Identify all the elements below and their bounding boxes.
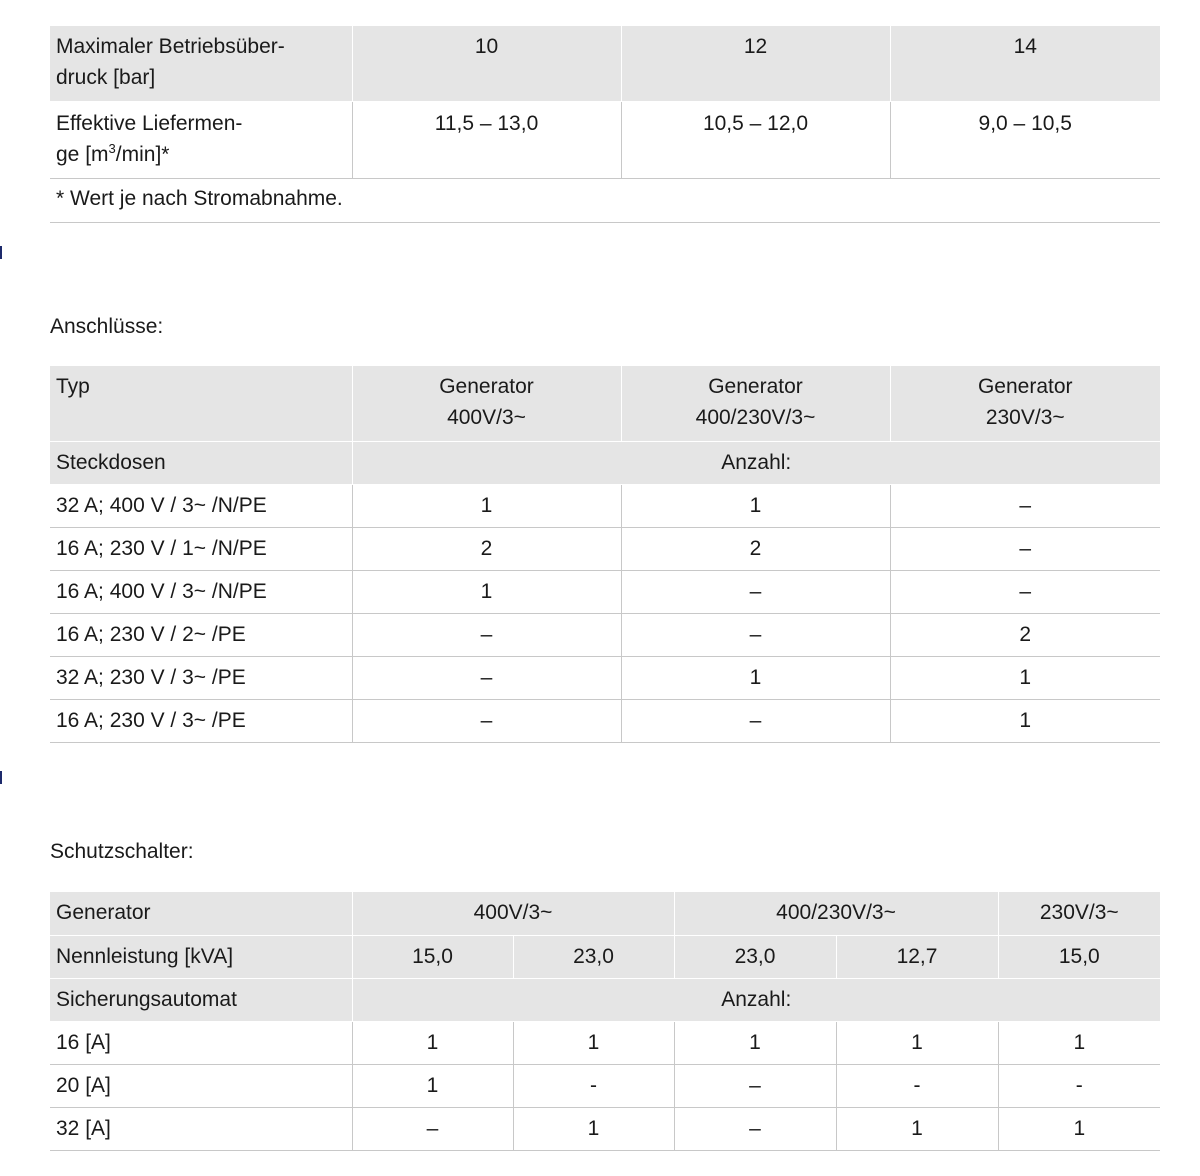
anschluesse-table [50,366,1160,743]
generator-header-cell: Generator 400V/3~ [352,366,621,442]
table-row [50,700,1160,743]
nennleistung-value: 15,0 [352,935,513,978]
row-value: 2 [890,614,1160,657]
row-label: 32 [A] [50,1107,352,1150]
anschluesse-heading: Anschlüsse: [50,315,164,338]
nennleistung-value: 12,7 [836,935,998,978]
table-row [50,657,1160,700]
row-label: 16 A; 230 V / 3~ /PE [50,700,352,743]
delivery-value-cell: 9,0 – 10,5 [890,102,1160,179]
row-value: - [998,1064,1160,1107]
delivery-value-cell: 11,5 – 13,0 [352,102,621,179]
footnote-row [50,179,1160,223]
footnote: * Wert je nach Stromabnahme. [50,179,1160,223]
row-value: 1 [890,700,1160,743]
row-value: 1 [621,657,890,700]
row-value: - [513,1064,674,1107]
pressure-table [50,26,1160,223]
pressure-value-cell: 14 [890,26,1160,102]
delivery-value-cell: 10,5 – 12,0 [621,102,890,179]
row-value: – [674,1107,836,1150]
row-label: 16 A; 230 V / 1~ /N/PE [50,528,352,571]
row-value: – [890,571,1160,614]
pressure-label-cell: Maximaler Betriebsüber- druck [bar] [50,26,352,102]
pressure-value-cell: 10 [352,26,621,102]
row-label: 32 A; 400 V / 3~ /N/PE [50,485,352,528]
row-value: – [890,485,1160,528]
steckdosen-subheader-row [50,442,1160,485]
row-value: – [621,571,890,614]
row-value: 2 [621,528,890,571]
table-row [50,1064,1160,1107]
generator-group-cell: 400/230V/3~ [674,892,998,935]
pressure-value-cell: 12 [621,26,890,102]
row-value: 1 [998,1107,1160,1150]
table-row [50,614,1160,657]
row-value: 1 [836,1021,998,1064]
generator-group-cell: 230V/3~ [998,892,1160,935]
row-value: – [352,614,621,657]
schutzschalter-table [50,892,1160,1151]
nennleistung-value: 15,0 [998,935,1160,978]
row-value: – [674,1064,836,1107]
anzahl-label: Anzahl: [352,978,1160,1021]
generator-label: Generator [50,892,352,935]
generator-header-cell: Generator 230V/3~ [890,366,1160,442]
table-row [50,485,1160,528]
table-row [50,1021,1160,1064]
typ-header-cell: Typ [50,366,352,442]
row-value: 1 [621,485,890,528]
row-value: - [836,1064,998,1107]
steckdosen-label: Steckdosen [50,442,352,485]
row-label: 16 A; 230 V / 2~ /PE [50,614,352,657]
row-value: 1 [513,1021,674,1064]
row-value: – [352,1107,513,1150]
row-value: 1 [890,657,1160,700]
row-label: 16 A; 400 V / 3~ /N/PE [50,571,352,614]
row-value: 1 [352,1021,513,1064]
row-value: – [621,700,890,743]
sicherungsautomat-label: Sicherungsautomat [50,978,352,1021]
row-value: – [890,528,1160,571]
row-value: 2 [352,528,621,571]
generator-header-cell: Generator 400/230V/3~ [621,366,890,442]
nennleistung-value: 23,0 [513,935,674,978]
row-value: 1 [513,1107,674,1150]
row-label: 32 A; 230 V / 3~ /PE [50,657,352,700]
row-value: 1 [998,1021,1160,1064]
schutzschalter-heading: Schutzschalter: [50,840,194,863]
delivery-label-cell: Effektive Liefermen- ge $[m^3/\min]*$ [50,102,352,179]
margin-marker [0,771,2,784]
row-value: – [621,614,890,657]
nennleistung-row [50,935,1160,978]
sicherungsautomat-subheader-row [50,978,1160,1021]
row-value: 1 [352,571,621,614]
row-label: 16 [A] [50,1021,352,1064]
row-value: 1 [352,1064,513,1107]
table-row [50,1107,1160,1150]
row-value: – [352,657,621,700]
pressure-header-row [50,26,1160,102]
row-value: – [352,700,621,743]
row-value: 1 [352,485,621,528]
nennleistung-value: 23,0 [674,935,836,978]
anschluesse-header-row [50,366,1160,442]
table-row [50,571,1160,614]
delivery-row [50,102,1160,179]
anzahl-label: Anzahl: [352,442,1160,485]
row-value: 1 [836,1107,998,1150]
generator-row [50,892,1160,935]
row-value: 1 [674,1021,836,1064]
table-row [50,528,1160,571]
row-label: 20 [A] [50,1064,352,1107]
nennleistung-label: Nennleistung [kVA] [50,935,352,978]
margin-marker [0,246,2,259]
generator-group-cell: 400V/3~ [352,892,674,935]
